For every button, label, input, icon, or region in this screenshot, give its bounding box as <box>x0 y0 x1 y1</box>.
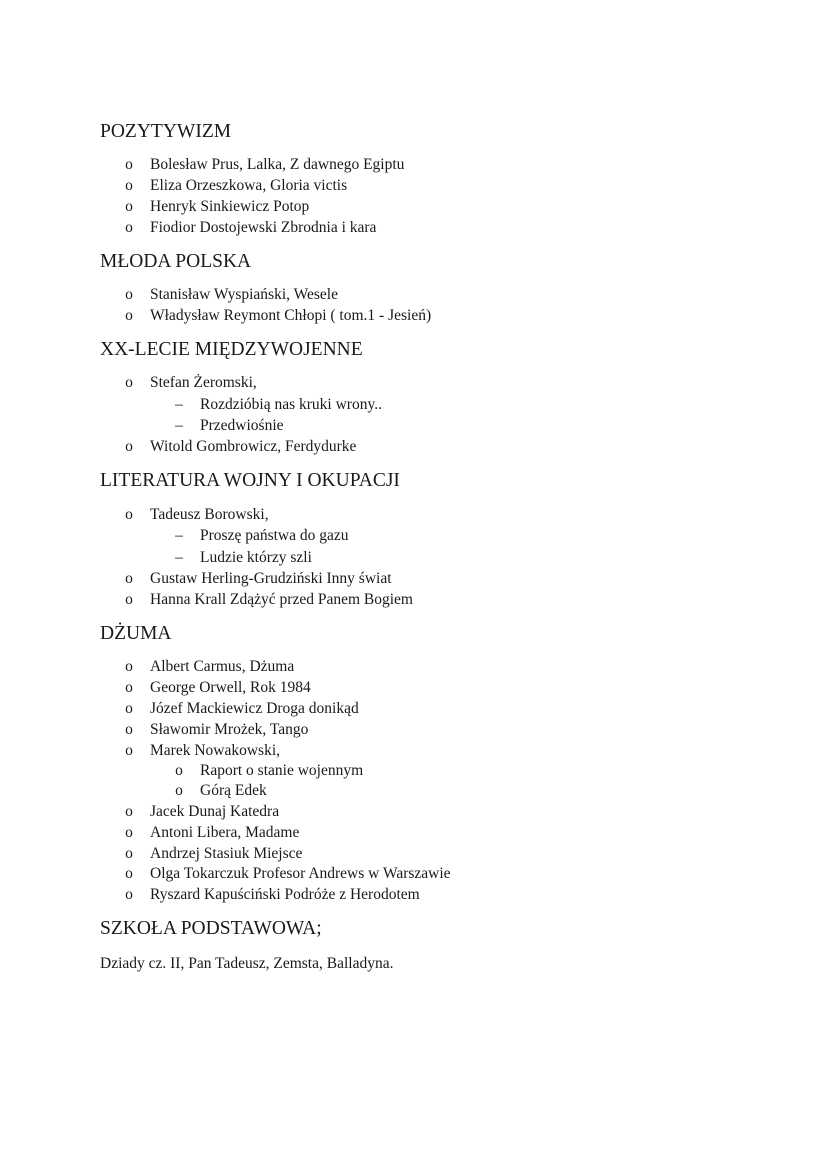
bullet-marker: o <box>125 721 133 738</box>
section-heading-dzuma: DŻUMA <box>100 623 172 644</box>
list-item <box>0 699 828 719</box>
list-item-text: Antoni Libera, Madame <box>150 824 300 841</box>
sub-list-item <box>0 395 828 415</box>
bullet-marker: o <box>125 219 133 236</box>
dash-marker: – <box>175 396 183 413</box>
sub-list-item <box>0 548 828 568</box>
list-item <box>0 373 828 393</box>
bullet-marker: o <box>125 886 133 903</box>
sub-list-item-text: Ludzie którzy szli <box>200 549 312 566</box>
sub-list-item-text: Górą Edek <box>200 782 267 799</box>
paragraph-text: Dziady cz. II, Pan Tadeusz, Zemsta, Balladyna. <box>100 955 394 972</box>
sub-list-item <box>0 526 828 546</box>
list-item <box>0 823 828 843</box>
list-item-text: Stefan Żeromski, <box>150 374 257 391</box>
list-item-text: Ryszard Kapuściński Podróże z Herodotem <box>150 886 420 903</box>
dash-marker: – <box>175 417 183 434</box>
list-item-text: Jacek Dunaj Katedra <box>150 803 280 820</box>
bullet-marker: o <box>175 782 183 799</box>
bullet-marker: o <box>125 374 133 391</box>
list-item-text: Henryk Sinkiewicz Potop <box>150 198 310 215</box>
bullet-marker: o <box>125 700 133 717</box>
section-heading-xx-lecie: XX-LECIE MIĘDZYWOJENNE <box>100 339 363 360</box>
list-item <box>0 306 828 326</box>
bullet-marker: o <box>125 438 133 455</box>
list-item-text: Tadeusz Borowski, <box>150 506 269 523</box>
list-item-text: Andrzej Stasiuk Miejsce <box>150 845 303 862</box>
list-item <box>0 657 828 677</box>
list-item <box>0 741 828 761</box>
list-item-text: Hanna Krall Zdążyć przed Panem Bogiem <box>150 591 413 608</box>
bullet-marker: o <box>125 570 133 587</box>
list-item <box>0 218 828 238</box>
dash-marker: – <box>175 527 183 544</box>
list-item <box>0 437 828 457</box>
section-heading-literatura-wojny: LITERATURA WOJNY I OKUPACJI <box>100 470 400 491</box>
bullet-marker: o <box>175 762 183 779</box>
section-heading-mloda-polska: MŁODA POLSKA <box>100 251 252 272</box>
list-item-text: Bolesław Prus, Lalka, Z dawnego Egiptu <box>150 156 405 173</box>
list-item <box>0 285 828 305</box>
list-item <box>0 720 828 740</box>
list-item-text: George Orwell, Rok 1984 <box>150 679 311 696</box>
sub-list-item <box>0 761 828 781</box>
list-item <box>0 802 828 822</box>
sub-list-item-text: Przedwiośnie <box>200 417 284 434</box>
list-item-text: Stanisław Wyspiański, Wesele <box>150 286 338 303</box>
list-item <box>0 678 828 698</box>
list-item-text: Eliza Orzeszkowa, Gloria victis <box>150 177 348 194</box>
bullet-marker: o <box>125 307 133 324</box>
list-item <box>0 176 828 196</box>
bullet-marker: o <box>125 742 133 759</box>
bullet-marker: o <box>125 658 133 675</box>
bullet-marker: o <box>125 286 133 303</box>
bullet-marker: o <box>125 803 133 820</box>
list-item-text: Józef Mackiewicz Droga donikąd <box>150 700 359 717</box>
list-item-text: Sławomir Mrożek, Tango <box>150 721 309 738</box>
list-item <box>0 569 828 589</box>
bullet-marker: o <box>125 591 133 608</box>
list-item-text: Witold Gombrowicz, Ferdydurke <box>150 438 357 455</box>
list-item-text: Władysław Reymont Chłopi ( tom.1 - Jesień) <box>150 307 432 324</box>
bullet-marker: o <box>125 177 133 194</box>
list-item <box>0 155 828 175</box>
bullet-marker: o <box>125 506 133 523</box>
bullet-marker: o <box>125 865 133 882</box>
list-item-text: Albert Carmus, Dżuma <box>150 658 295 675</box>
list-item <box>0 505 828 525</box>
list-item <box>0 885 828 905</box>
bullet-marker: o <box>125 679 133 696</box>
sub-list-item-text: Proszę państwa do gazu <box>200 527 349 544</box>
sub-list-item-text: Rozdzióbią nas kruki wrony.. <box>200 396 382 413</box>
list-item-text: Fiodior Dostojewski Zbrodnia i kara <box>150 219 377 236</box>
section-heading-pozytywizm: POZYTYWIZM <box>100 121 232 142</box>
sub-list-item <box>0 781 828 801</box>
bullet-marker: o <box>125 845 133 862</box>
section-heading-szkola-podstawowa: SZKOŁA PODSTAWOWA; <box>100 918 322 939</box>
list-item <box>0 197 828 217</box>
bullet-marker: o <box>125 198 133 215</box>
list-item <box>0 864 828 884</box>
list-item-text: Gustaw Herling-Grudziński Inny świat <box>150 570 392 587</box>
list-item <box>0 590 828 610</box>
dash-marker: – <box>175 549 183 566</box>
sub-list-item-text: Raport o stanie wojennym <box>200 762 364 779</box>
bullet-marker: o <box>125 824 133 841</box>
list-item-text: Olga Tokarczuk Profesor Andrews w Warszawie <box>150 865 451 882</box>
sub-list-item <box>0 416 828 436</box>
bullet-marker: o <box>125 156 133 173</box>
list-item-text: Marek Nowakowski, <box>150 742 281 759</box>
list-item <box>0 844 828 864</box>
